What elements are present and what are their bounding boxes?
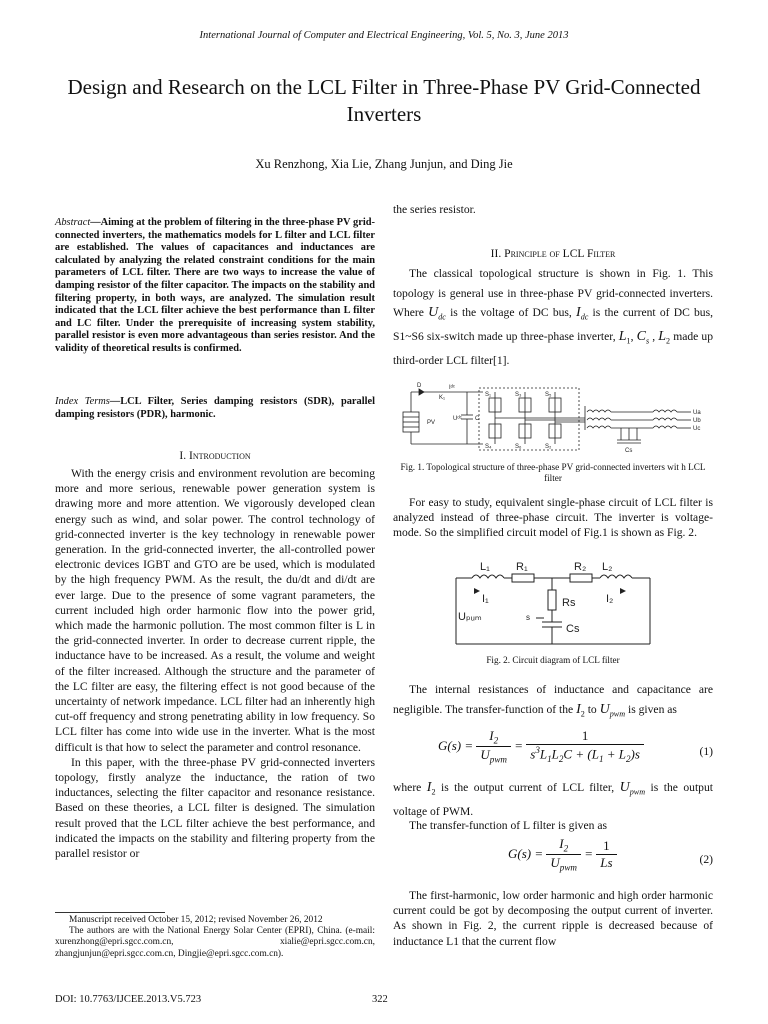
abstract-label: Abstract xyxy=(55,217,91,228)
figure-2-lcl-circuit xyxy=(450,560,660,655)
principle-paragraph-4: where $I_2$ is the output current of LCL filter, $U_{pwm}$ is the output voltage of PWM. xyxy=(393,780,713,818)
fig2-label-r1: R₁ xyxy=(516,561,528,573)
fig1-label-s4: S₄ xyxy=(485,444,492,450)
fig1-label-s2: S₂ xyxy=(545,444,552,450)
section-heading-principle: II. Principle of LCL Filter xyxy=(490,247,616,260)
fig1-label-udc: Uᵈᶜ xyxy=(453,416,462,422)
index-terms-text: —LCL Filter, Series damping resistors (SDR), parallel damping resistors (PDR), harmonic. xyxy=(55,396,376,420)
figure-1-caption: Fig. 1. Topological structure of three-phase PV grid-connected inverters wit h LCL filter xyxy=(400,462,706,483)
principle-paragraph-3: The internal resistances of inductance and capacitance are negligible. The transfer-function of the $I_2$ to $U_{pwm}$ is given as xyxy=(393,683,713,718)
fig1-label-d: D xyxy=(417,383,422,389)
paper-title: Design and Research on the LCL Filter in Three-Phase PV Grid-Connected Inverters xyxy=(67,75,701,126)
p3-part-a: The internal resistances of inductance and capacitance are negligible. The transfer-function of the xyxy=(393,683,713,716)
index-terms xyxy=(55,396,375,421)
fig2-label-l1: L₁ xyxy=(480,561,490,573)
equation-1-number: (1) xyxy=(699,745,713,758)
p1-part-a: The classical topological structure is shown in Fig. 1. This topology is general use in three-phase PV grid-connected inverters. Where xyxy=(393,267,713,319)
p3-part-b: to xyxy=(584,702,600,716)
equation-2-number: (2) xyxy=(699,853,713,866)
footnote-received: Manuscript received October 15, 2012; revised November 26, 2012 xyxy=(69,915,323,925)
section-heading-introduction: I. Introduction xyxy=(179,449,251,462)
footnote-affiliation: The authors are with the National Energy Solar Center (EPRI), China. (e-mail: xurenzhong@epri.sgcc.com.cn, xialie@epri.sgcc.com.cn, zhangjunjun@epri.sgcc.com.cn, Dingjie@epri.sgcc.com.cn). xyxy=(55,926,375,959)
p4-part-a: where xyxy=(393,781,427,794)
fig2-label-cs: Cs xyxy=(566,623,580,635)
fig1-label-c: C xyxy=(475,416,480,422)
footnote xyxy=(55,915,375,960)
fig2-label-rs: Rs xyxy=(562,597,576,609)
page-number: 322 xyxy=(372,994,388,1005)
figure-1-topology xyxy=(395,382,715,460)
abstract xyxy=(55,217,375,356)
intro-paragraph-2: In this paper, with the three-phase PV grid-connected inverters topology, firstly analyze the inductance, the ration of two inductances, selecting the filter capacitor and resonance resistance. Based on these theories, a LCL filter is designed. The simulation result proved that the LCL filter achieve the best performance, and indicated the impacts on the stability and filtering property from the parallel resistor or xyxy=(55,755,375,861)
abstract-text: —Aiming at the problem of filtering in the three-phase PV grid-connected inverters, the mathematics models for L filter and LCL filter are established. The values of capacitances and inductances are calculated by analyzing the related constraint conditions for the main parameters of LCL filter. There are two ways to increase the value of damping resistor of the filter capacitor. The impacts on the stability and filtering property, in both ways, are analyzed. The simulation result indicated that the LCL filter achieve the best performance than L filter and LC filter. Under the prerequisite of increasing system stability, parallel resistor is even more advantageous than series resistor. And the validity of theoretical results is confirmed. xyxy=(55,217,375,354)
intro-paragraph-1: With the energy crisis and environment revolution are becoming more and more serious, renewable power generation system is drawing more and more attention. We vigorously developed clean energy such as wind, and solar power. The control technology of grid-connected inverter is the key technology in renewable power generation. In the grid-connected inverter, the all-controlled power electronic devices IGBT and GTO are be used, which is modulated by the high frequency PWM. As the result, the du/dt and di/dt are ever large. Due to the presence of some vagrant parameters, the current included high order harmonic flow into the power grid, which made the harmonic pollution. The most common filter is L in the grid-connected inverter. In order to decrease current ripple, the inductance have to be increased. As a result, the volume and weight of the filter increased. Although the structure and the parameter of the LC filter are easy, the filtering effect is not good because of the uncertainty of network impedance. LCL filter had an inherently high cut-off frequency and strong penetrating ability in low frequency. So LCL filter has come into wide use in the inverter. What is the most difficult is that how to select the parameter and control resonance. xyxy=(55,467,375,754)
p5-text: The transfer-function of L filter is given as xyxy=(409,819,607,832)
p3-part-c: is given as xyxy=(625,702,677,716)
fig1-label-idc: Iᵈᶜ xyxy=(449,385,456,391)
fig2-label-s: s xyxy=(526,613,530,622)
p4-part-b: is the output current of LCL filter, xyxy=(435,781,620,794)
fig2-label-l2: L₂ xyxy=(602,561,613,573)
p2-text: For easy to study, equivalent single-phase circuit of LCL filter is analyzed instead of three-phase circuit. The inverter is voltage-mode. So the simplified circuit model of Fig.1 is shown as Fig. 2. xyxy=(393,496,713,540)
fig1-label-cs: Cs xyxy=(625,448,633,454)
index-terms-label: Index Terms xyxy=(55,396,110,407)
fig1-label-uc: Uc xyxy=(693,426,701,432)
principle-paragraph-6 xyxy=(393,888,713,949)
fig2-label-i1: I₁ xyxy=(482,593,489,605)
p6-text: The first-harmonic, low order harmonic and high order harmonic current could be got by decomposing the output current of inverter. As shown in Fig. 2, the current ripple is decreased because of inductance L1 that the current flow xyxy=(393,889,713,948)
principle-paragraph-1: The classical topological structure is shown in Fig. 1. This topology is general use in three-phase PV grid-connected inverters. Where $U_{dc}$ is the voltage of DC bus, $I_{dc}$ is the current of DC bus, S1~S6 six-switch made up three-phase inverter, $L_1$, $C_s$ , $L_2$ made up third-order LCL filter[1]. xyxy=(393,267,714,367)
introduction-body xyxy=(55,466,375,861)
p1-part-b: is the voltage of DC bus, xyxy=(445,306,577,319)
fig1-label-ub: Ub xyxy=(693,418,701,424)
paper-authors: Xu Renzhong, Xia Lie, Zhang Junjun, and Ding Jie xyxy=(255,157,513,171)
principle-paragraph-2 xyxy=(393,495,713,541)
p1-part-d: made up third-order LCL filter[1]. xyxy=(393,329,714,367)
fig2-label-r2: R₂ xyxy=(574,561,587,573)
equation-2: G(s) = $\frac{I_2}{U_{pwm}}$ = $\frac{1}{Ls}$ (2) xyxy=(508,836,713,873)
fig1-label-s3: S₃ xyxy=(515,392,522,398)
fig2-label-i2: I₂ xyxy=(606,593,614,605)
p1-part-c: is the current of DC bus, S1~S6 six-switch made up three-phase inverter, xyxy=(393,306,713,343)
principle-paragraph-5 xyxy=(393,818,713,833)
figure-2-caption: Fig. 2. Circuit diagram of LCL filter xyxy=(486,655,620,665)
fig1-label-s6: S₆ xyxy=(515,444,522,450)
continued-text: the series resistor. xyxy=(393,203,476,216)
fig1-label-s5: S₅ xyxy=(545,392,552,398)
fig1-label-ua: Ua xyxy=(693,410,701,416)
fig1-label-k1: K₁ xyxy=(439,395,446,401)
fig2-label-upwm: Uₚᵤₘ xyxy=(458,611,482,623)
journal-header: International Journal of Computer and Electrical Engineering, Vol. 5, No. 3, June 2013 xyxy=(199,30,569,41)
p4-part-c: is the output voltage of PWM. xyxy=(393,781,713,818)
equation-1: G(s) = $\frac{I_2}{U_{pwm}}$ = $\frac{1}{s^3L_1L_2C + (L_1 + L_2)s}$ (1) xyxy=(438,728,713,765)
footnote-rule xyxy=(55,912,165,913)
fig1-label-s1: S₁ xyxy=(485,392,492,398)
fig1-label-pv: PV xyxy=(427,420,436,426)
doi: DOI: 10.7763/IJCEE.2013.V5.723 xyxy=(55,994,202,1005)
